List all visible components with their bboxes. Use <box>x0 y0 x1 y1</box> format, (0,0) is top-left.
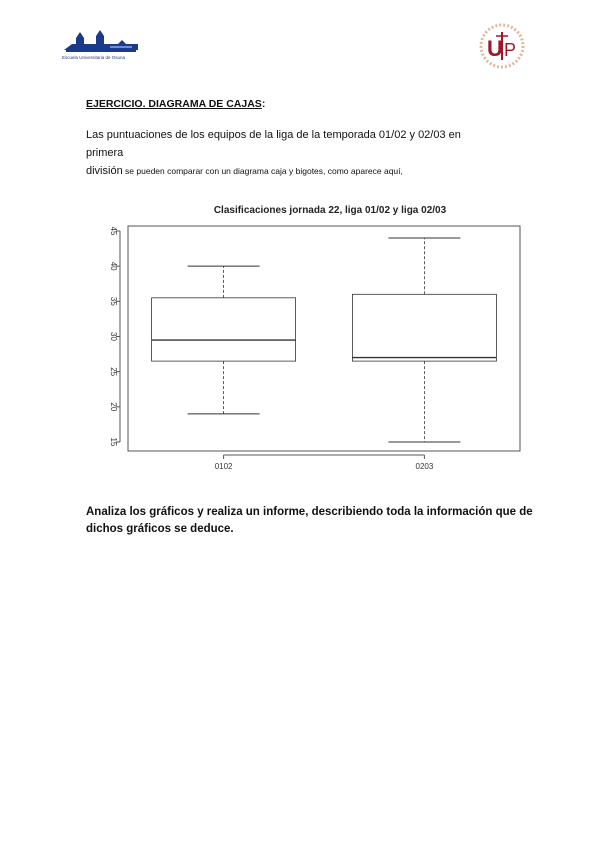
exercise-heading-colon: : <box>261 98 266 110</box>
boxes-layer <box>152 238 497 442</box>
intro-line-1: Las puntuaciones de los equipos de la liga de la temporada 01/02 y 02/03 en primera <box>86 129 461 159</box>
university-seal-icon <box>478 22 526 70</box>
y-tick-label-15: 15 <box>109 437 118 447</box>
boxplot-chart <box>108 198 528 476</box>
y-tick-label-45: 45 <box>109 226 118 236</box>
intro-paragraph <box>86 126 466 180</box>
exercise-heading <box>86 98 265 110</box>
x-axis <box>215 455 434 471</box>
y-tick-label-30: 30 <box>109 332 118 341</box>
intro-word-division: división <box>86 165 123 177</box>
school-logo <box>62 28 140 64</box>
exercise-heading-text: EJERCICIO. DIAGRAMA DE CAJAS <box>86 98 262 110</box>
svg-text:U: U <box>487 36 503 61</box>
boxplot-figure <box>108 198 528 476</box>
iqr-box-0102 <box>152 298 296 361</box>
y-axis <box>109 227 120 447</box>
school-logo-caption: Escuela Universitaria de Osuna <box>62 55 126 60</box>
box-0102 <box>152 266 296 414</box>
y-tick-label-25: 25 <box>109 367 118 377</box>
box-0203 <box>352 238 496 442</box>
y-tick-label-35: 35 <box>109 296 118 306</box>
svg-text:P: P <box>504 40 517 60</box>
y-tick-label-20: 20 <box>109 402 118 412</box>
iqr-box-0203 <box>352 294 496 361</box>
chart-title: Clasificaciones jornada 22, liga 01/02 y liga 02/03 <box>213 205 447 216</box>
intro-line-2: se pueden comparar con un diagrama caja y bigotes, como aparece aquí, <box>122 166 403 176</box>
y-tick-label-40: 40 <box>109 261 118 271</box>
university-seal <box>478 22 526 70</box>
x-tick-label-0203: 0203 <box>415 462 434 471</box>
x-tick-label-0102: 0102 <box>214 462 233 471</box>
school-building-icon <box>62 28 140 54</box>
task-instruction: Analiza los gráficos y realiza un informe, describiendo toda la información que de dichos gráficos se deduce. <box>86 506 533 535</box>
